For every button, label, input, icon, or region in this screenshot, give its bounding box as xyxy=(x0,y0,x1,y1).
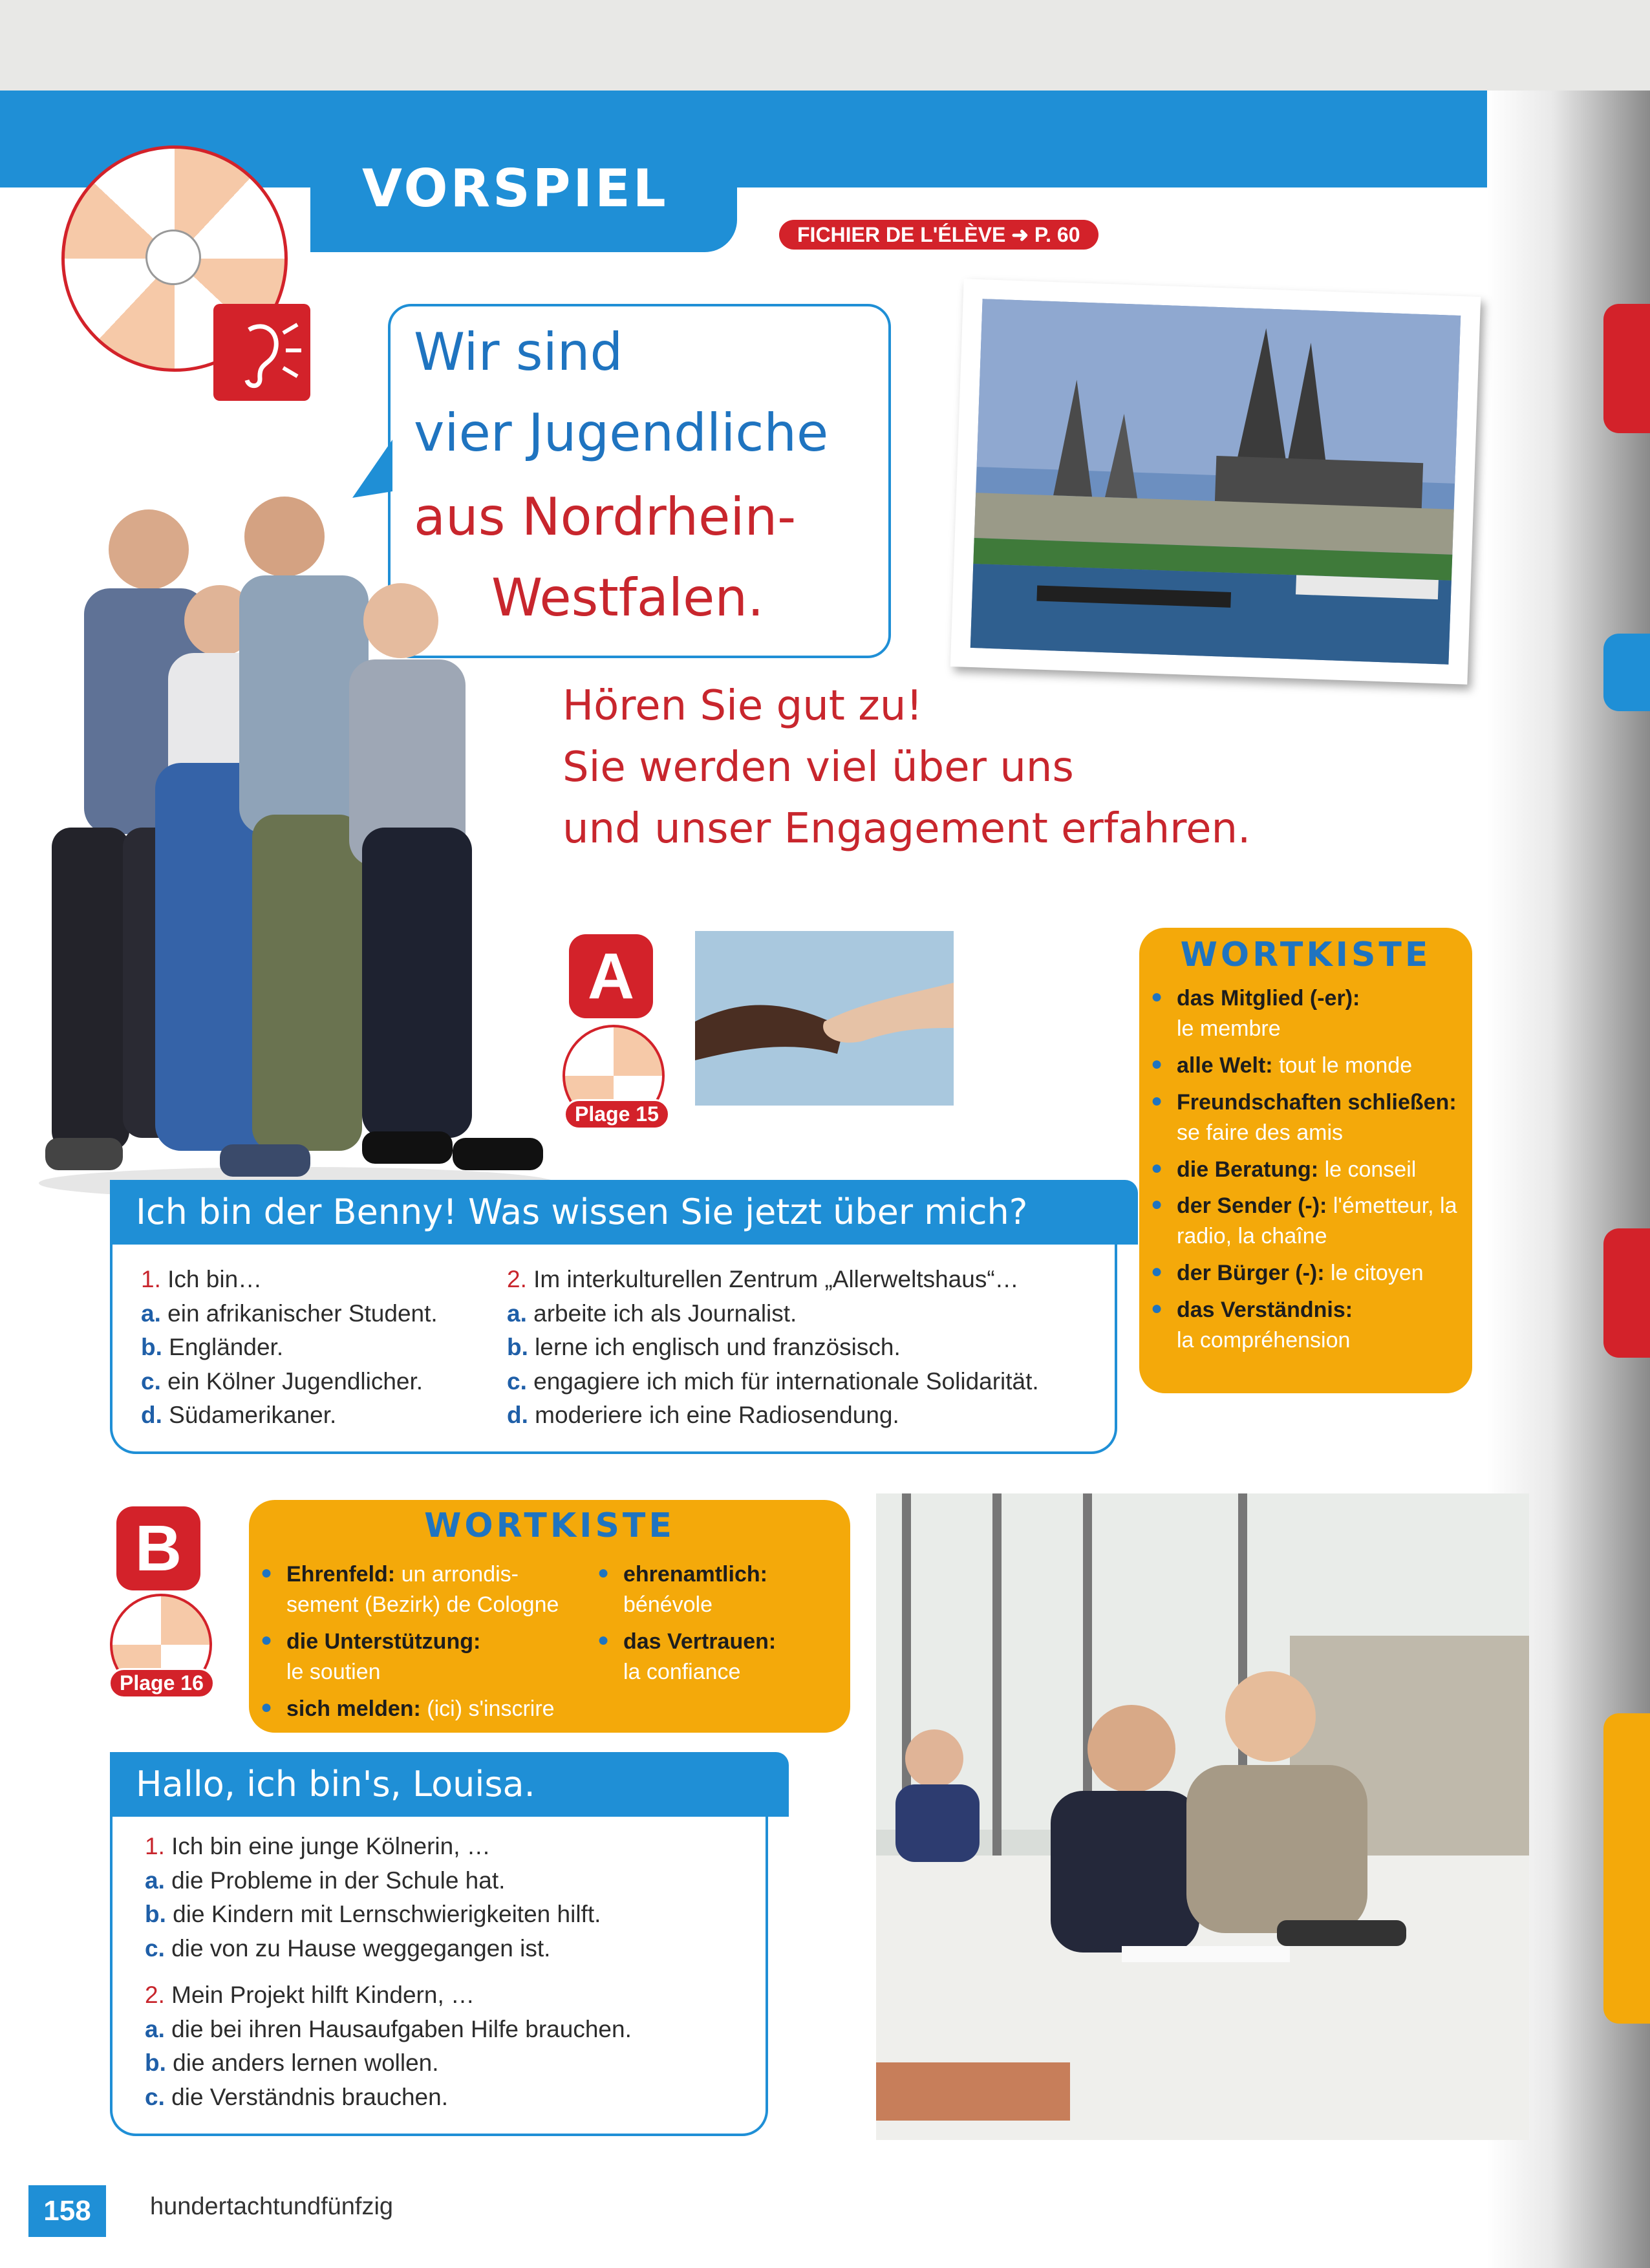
section-b-track-label: Plage 16 xyxy=(109,1668,215,1698)
wortkiste-b-right-list xyxy=(595,1559,841,1687)
vocab-term: das Verständnis: xyxy=(1177,1298,1353,1323)
wortkiste-b-box xyxy=(249,1500,850,1733)
option-key: c. xyxy=(145,2083,165,2110)
wortkiste-a-box xyxy=(1139,928,1472,1393)
vocab-term: Ehrenfeld: xyxy=(286,1562,396,1587)
answer-option[interactable]: die Probleme in der Schule hat. xyxy=(171,1867,506,1894)
vocab-term: Freundschaften schließen: xyxy=(1177,1089,1457,1115)
wortkiste-a-item xyxy=(1148,1295,1462,1356)
speech-line-4: Westfalen. xyxy=(491,568,764,628)
next-page-red-tab-2 xyxy=(1603,1228,1650,1358)
vocab-translation: un arrondis-sement (Bezirk) de Cologne xyxy=(286,1562,559,1617)
question-number: 1. xyxy=(145,1833,165,1859)
question-stem: Mein Projekt hilft Kindern, … xyxy=(171,1982,475,2008)
answer-option[interactable]: die Verständnis brauchen. xyxy=(171,2083,448,2110)
option-key: d. xyxy=(507,1402,528,1429)
answer-option[interactable]: die von zu Hause weggegangen ist. xyxy=(171,1934,551,1962)
wortkiste-b-left-list xyxy=(258,1559,581,1724)
intro-line-3: und unser Engagement erfahren. xyxy=(562,805,1251,853)
vocab-term: das Vertrauen: xyxy=(623,1629,777,1654)
section-b-badge: B xyxy=(116,1506,200,1590)
option-key: a. xyxy=(145,2015,165,2042)
vocab-term: ehrenamtlich: xyxy=(623,1562,767,1587)
speech-line-2: vier Jugendliche xyxy=(414,403,829,463)
vocab-term: der Bürger (-): xyxy=(1177,1261,1325,1286)
wortkiste-a-item xyxy=(1148,983,1462,1044)
page-top-edge xyxy=(0,0,1650,91)
option-key: b. xyxy=(507,1334,528,1361)
option-key: b. xyxy=(145,1901,166,1928)
vocab-term: die Unterstützung: xyxy=(286,1629,481,1654)
wortkiste-a-item xyxy=(1148,1155,1462,1185)
vocab-translation: (ici) s'inscrire xyxy=(427,1696,555,1721)
option-key: b. xyxy=(141,1334,162,1361)
wortkiste-b-item xyxy=(258,1627,581,1687)
vocab-translation: le citoyen xyxy=(1331,1261,1424,1286)
handshake-photo xyxy=(695,931,954,1106)
option-key: b. xyxy=(145,2049,166,2077)
vocab-translation: le conseil xyxy=(1324,1157,1417,1182)
next-page-red-tab xyxy=(1603,304,1650,433)
intro-line-2: Sie werden viel über uns xyxy=(562,744,1074,791)
vocab-translation: l'émetteur, la radio, la chaîne xyxy=(1177,1193,1457,1249)
intro-line-1: Hören Sie gut zu! xyxy=(562,682,923,730)
section-a-question-box xyxy=(110,1245,1117,1454)
section-a-question-title: Ich bin der Benny! Was wissen Sie jetzt über mich? xyxy=(110,1180,1138,1245)
vocab-translation: le soutien xyxy=(286,1659,381,1684)
vocab-translation: la compréhension xyxy=(1177,1328,1351,1353)
vocab-term: sich melden: xyxy=(286,1696,421,1721)
answer-option[interactable]: Südamerikaner. xyxy=(169,1402,337,1429)
vocab-term: die Beratung: xyxy=(1177,1157,1319,1182)
section-b-question-2 xyxy=(145,1978,632,2114)
listening-ear-icon xyxy=(213,304,310,401)
page-title: VORSPIEL xyxy=(362,158,669,219)
vocab-translation: la confiance xyxy=(623,1659,741,1684)
next-page-blue-tab xyxy=(1603,634,1650,711)
cologne-cathedral-photo xyxy=(950,279,1481,685)
question-number: 1. xyxy=(141,1266,161,1292)
wortkiste-b-title: WORTKISTE xyxy=(424,1506,675,1545)
option-key: a. xyxy=(141,1300,161,1327)
section-b-question-title: Hallo, ich bin's, Louisa. xyxy=(110,1752,789,1817)
section-b-question-box xyxy=(110,1817,768,2136)
question-stem: Im interkulturellen Zentrum „Allerweltshaus“… xyxy=(533,1266,1019,1292)
vocab-translation: le membre xyxy=(1177,1016,1281,1041)
option-key: c. xyxy=(145,1934,165,1962)
page-number: 158 xyxy=(28,2185,106,2237)
answer-option[interactable]: ein afrikanischer Student. xyxy=(167,1300,438,1327)
vocab-translation: bénévole xyxy=(623,1592,713,1617)
wortkiste-b-item xyxy=(595,1559,841,1620)
answer-option[interactable]: die bei ihren Hausaufgaben Hilfe brauchen. xyxy=(171,2015,632,2042)
option-key: d. xyxy=(141,1402,162,1429)
option-key: a. xyxy=(507,1300,527,1327)
vocab-translation: tout le monde xyxy=(1279,1053,1413,1078)
cologne-cathedral-photo-card xyxy=(950,279,1481,685)
cd-hole xyxy=(145,230,201,285)
section-a-question-1 xyxy=(141,1263,438,1433)
vocab-term: alle Welt: xyxy=(1177,1053,1273,1078)
next-page-orange-tab xyxy=(1603,1713,1650,2024)
section-a-badge: A xyxy=(569,934,653,1018)
answer-option[interactable]: engagiere ich mich für internationale Solidarität. xyxy=(533,1367,1039,1395)
answer-option[interactable]: ein Kölner Jugendlicher. xyxy=(167,1367,423,1395)
answer-option[interactable]: moderiere ich eine Radiosendung. xyxy=(535,1402,899,1429)
fiche-reference-badge: FICHIER DE L'ÉLÈVE ➜ P. 60 xyxy=(779,220,1098,250)
question-stem: Ich bin… xyxy=(167,1266,262,1292)
vocab-term: das Mitglied (-er): xyxy=(1177,986,1360,1011)
section-a-track-label: Plage 15 xyxy=(564,1099,670,1129)
wortkiste-b-item xyxy=(258,1559,581,1620)
wortkiste-a-item xyxy=(1148,1258,1462,1289)
question-number: 2. xyxy=(507,1266,527,1292)
wortkiste-b-item xyxy=(258,1694,581,1724)
answer-option[interactable]: arbeite ich als Journalist. xyxy=(533,1300,797,1327)
answer-option[interactable]: die anders lernen wollen. xyxy=(173,2049,439,2077)
section-b-question-1 xyxy=(145,1830,601,1965)
wortkiste-a-item xyxy=(1148,1087,1462,1148)
answer-option[interactable]: Engländer. xyxy=(169,1334,284,1361)
question-number: 2. xyxy=(145,1982,165,2008)
speech-line-1: Wir sind xyxy=(414,322,623,382)
option-key: c. xyxy=(507,1367,527,1395)
teenagers-group-photo xyxy=(26,491,569,1203)
answer-option[interactable]: lerne ich englisch und französisch. xyxy=(535,1334,901,1361)
page-number-word: hundertachtundfünfzig xyxy=(150,2193,394,2220)
wortkiste-b-item xyxy=(595,1627,841,1687)
speech-line-3: aus Nordrhein- xyxy=(414,487,797,547)
question-stem: Ich bin eine junge Kölnerin, … xyxy=(171,1833,491,1859)
section-a-question-2 xyxy=(507,1263,1039,1433)
wortkiste-a-item xyxy=(1148,1191,1462,1252)
option-key: a. xyxy=(145,1867,165,1894)
vocab-term: der Sender (-): xyxy=(1177,1193,1327,1219)
wortkiste-a-list xyxy=(1139,974,1472,1356)
option-key: c. xyxy=(141,1367,161,1395)
answer-option[interactable]: die Kindern mit Lernschwierigkeiten hilft. xyxy=(173,1901,601,1928)
vocab-translation: se faire des amis xyxy=(1177,1120,1343,1145)
wortkiste-a-title: WORTKISTE xyxy=(1180,936,1431,974)
wortkiste-a-item xyxy=(1148,1051,1462,1081)
classroom-homework-photo xyxy=(876,1493,1529,2140)
